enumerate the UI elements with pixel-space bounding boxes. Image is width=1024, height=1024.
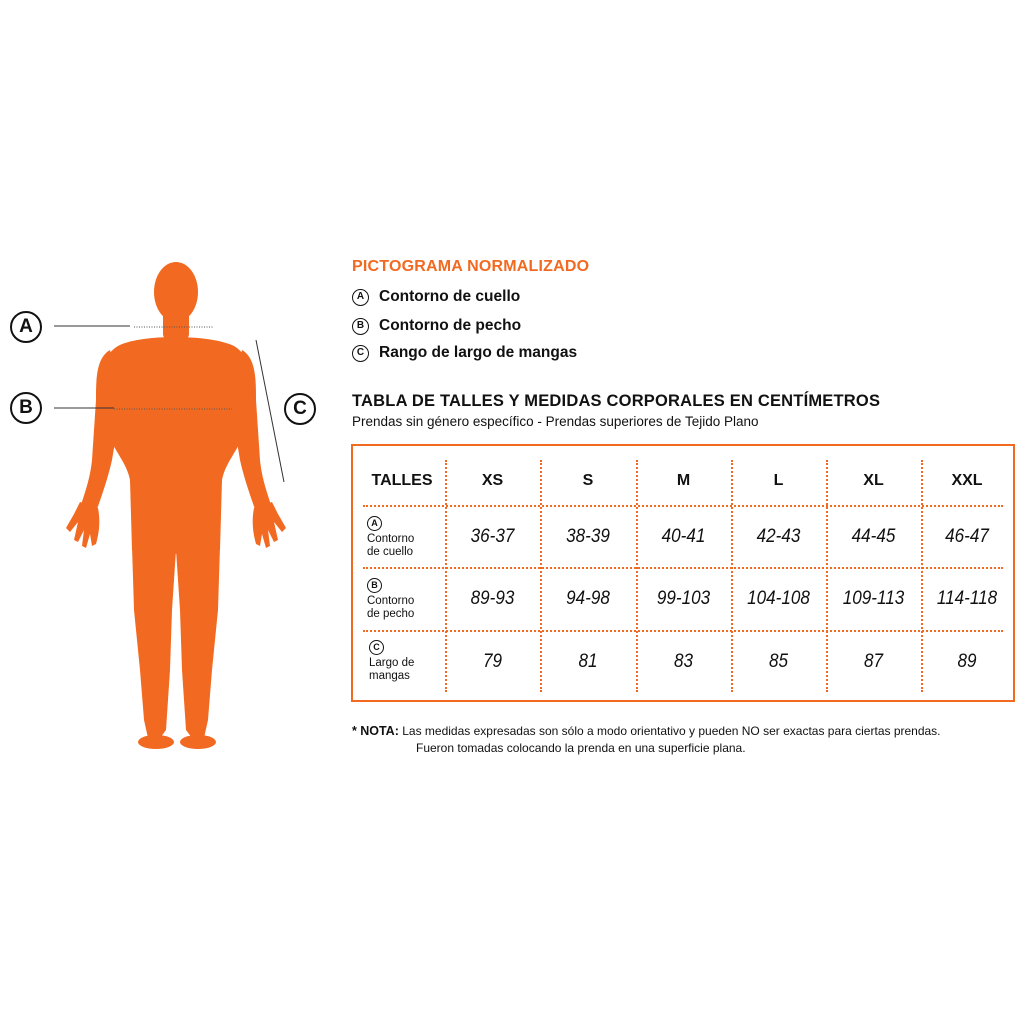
table-subtitle: Prendas sin género específico - Prendas superiores de Tejido Plano — [352, 414, 759, 429]
row-label-line: mangas — [369, 670, 410, 682]
row-label-line: Contorno — [367, 533, 415, 545]
table-cell: 83 — [673, 651, 694, 672]
table-cell: 42-43 — [756, 526, 801, 547]
legend-item-a — [352, 288, 520, 306]
table-cell: 109-113 — [842, 588, 905, 609]
table-cell: 85 — [768, 651, 789, 672]
badge-a: A — [352, 289, 369, 306]
note-text-2: Fueron tomadas colocando la prenda en una superficie plana. — [416, 741, 746, 755]
legend-item-c — [352, 344, 577, 362]
table-cell: 38-39 — [566, 526, 610, 547]
table-cell: 79 — [482, 651, 503, 672]
row-badge-c: C — [369, 640, 384, 655]
header-size-xxl: XXL — [951, 472, 983, 489]
legend-item-b — [352, 317, 521, 335]
note-line-2 — [352, 740, 941, 757]
table-cell: 81 — [578, 651, 598, 672]
row-badge-b: B — [367, 578, 382, 593]
table-cell: 44-45 — [851, 526, 896, 547]
figure-label-b: B — [10, 392, 42, 424]
header-talles: TALLES — [371, 472, 433, 489]
figure-label-c: C — [284, 393, 316, 425]
table-cell: 99-103 — [656, 588, 711, 609]
row-label-pecho — [367, 578, 414, 621]
table-cell: 46-47 — [945, 526, 989, 547]
header-size-xl: XL — [863, 472, 884, 489]
row-label-line: Largo de — [369, 657, 415, 669]
row-badge-a: A — [367, 516, 382, 531]
header-size-s: S — [582, 472, 594, 489]
table-cell: 89-93 — [470, 588, 515, 609]
table-cell: 114-118 — [936, 588, 998, 609]
row-label-line: de cuello — [367, 546, 414, 558]
row-separator — [363, 505, 1003, 507]
header-size-m: M — [676, 472, 691, 489]
row-label-cuello — [367, 516, 414, 559]
table-title: TABLA DE TALLES Y MEDIDAS CORPORALES EN CENTÍMETROS — [352, 392, 881, 410]
table-cell: 104-108 — [747, 588, 810, 609]
header-size-xs: XS — [481, 472, 504, 489]
note-marker: * — [352, 724, 357, 738]
table-cell: 94-98 — [566, 588, 610, 609]
note-text-1: Las medidas expresadas son sólo a modo orientativo y pueden NO ser exactas para ciertas prendas. — [402, 724, 941, 738]
table-cell: 36-37 — [470, 526, 515, 547]
legend-text-b: Contorno de pecho — [379, 317, 522, 334]
table-cell: 87 — [863, 651, 884, 672]
table-cell: 40-41 — [661, 526, 706, 547]
body-pictogram — [0, 250, 340, 770]
figure-label-a: A — [10, 311, 42, 343]
legend-text-c: Rango de largo de mangas — [379, 344, 578, 361]
header-size-l: L — [773, 472, 784, 489]
row-label-line: de pecho — [367, 608, 415, 620]
row-separator — [363, 630, 1003, 632]
legend-text-a: Contorno de cuello — [379, 288, 521, 305]
badge-b: B — [352, 318, 369, 335]
note-label: NOTA: — [360, 724, 399, 738]
note-line-1 — [352, 723, 941, 740]
size-table — [351, 444, 1015, 702]
pictogram-title: PICTOGRAMA NORMALIZADO — [352, 258, 590, 275]
note — [352, 723, 941, 757]
row-separator — [363, 567, 1003, 569]
row-label-line: Contorno — [367, 595, 415, 607]
row-label-mangas — [369, 640, 414, 683]
badge-c: C — [352, 345, 369, 362]
table-cell: 89 — [957, 651, 977, 672]
